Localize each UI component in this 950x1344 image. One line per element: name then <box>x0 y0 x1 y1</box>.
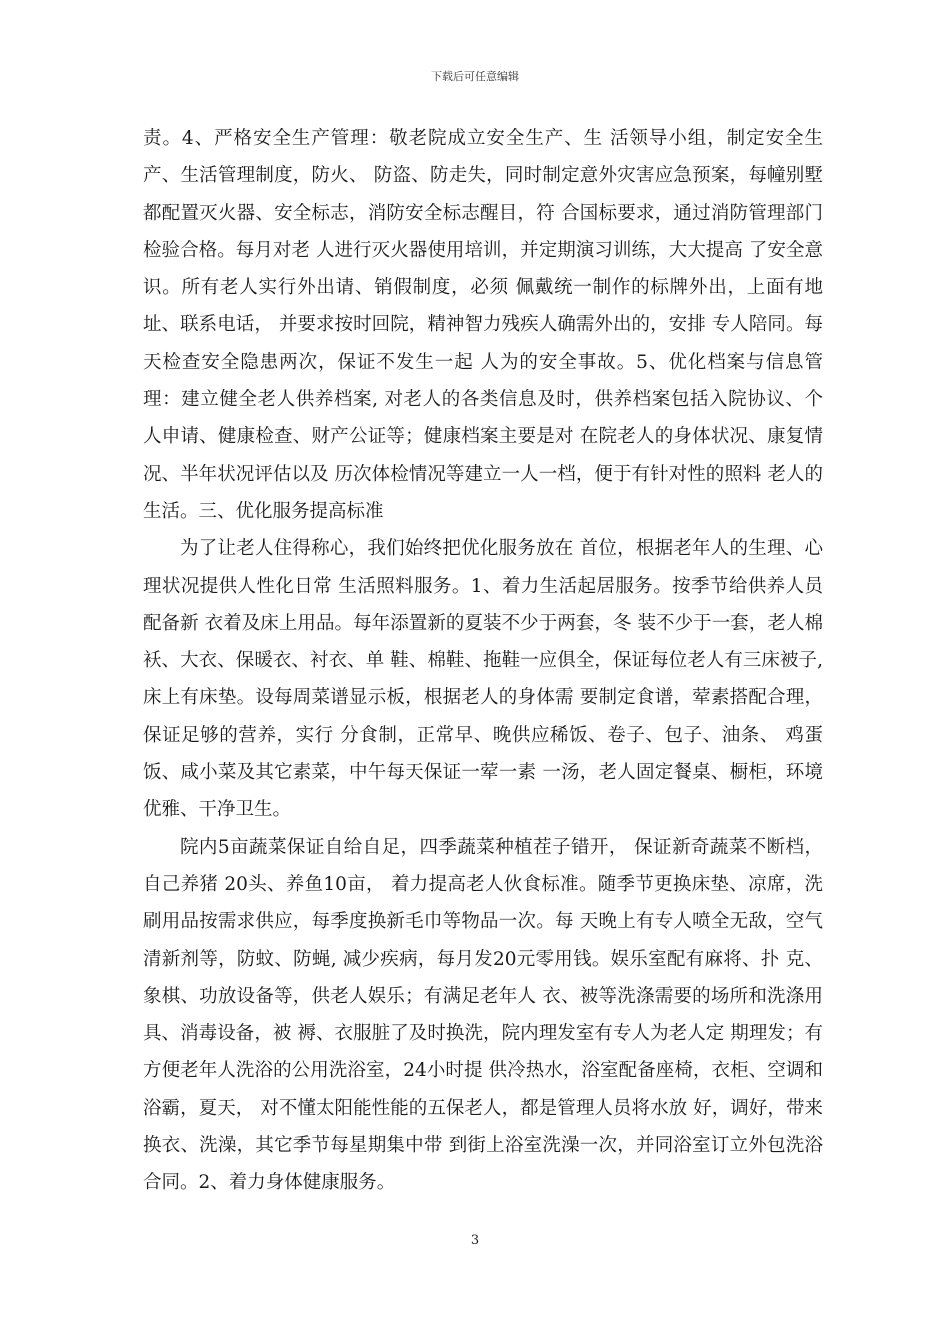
paragraph-safety-and-records: 责。4、严格安全生产管理：敬老院成立安全生产、生 活领导小组，制定安全生产、生活管理制度，防火、 防盗、防走失，同时制定意外灾害应急预案，每幢别墅都配置灭火器、安全标志，消防安全标志醒目，符 合国标要求，通过消防管理部门检验合格。每月对老 人进行灭火器使用培训，并定期演习训练，大大提高 了安全意识。所有老人实行外出请、销假制度，必须 佩戴统一制作的标牌外出，上面有地址、联系电话， 并要求按时回院，精神智力残疾人确需外出的，安排 专人陪同。每天检查安全隐患两次，保证不发生一起 人为的安全事故。5、优化档案与信息管理：建立健全老人供养档案, 对老人的各类信息及时，供养档案包括入院协议、个 人申请、健康检查、财产公证等；健康档案主要是对 在院老人的身体状况、康复情况、半年状况评估以及 历次体检情况等建立一人一档，便于有针对性的照料 老人的生活。三、优化服务提高标准 <box>143 128 823 522</box>
page-header: 下载后可任意编辑 <box>431 70 519 83</box>
page-number: 3 <box>470 1233 480 1248</box>
document-body <box>143 120 823 1202</box>
paragraph-vegetables-and-hygiene: 院内5亩蔬菜保证自给自足，四季蔬菜种植茬子错开， 保证新奇蔬菜不断档，自己养猪 20头、养鱼10亩， 着力提高老人伙食标准。随季节更换床垫、凉席，洗 刷用品按需求供应，每季度换新毛巾等物品一次。每 天晚上有专人喷全无敌，空气清新剂等，防蚊、防蝇, 减少疾病，每月发20元零用钱。娱乐室配有麻将、扑 克、象棋、功放设备等，供老人娱乐；有满足老年人 衣、被等洗涤需要的场所和洗涤用具、消毒设备，被 褥、衣服脏了及时换洗，院内理发室有专人为老人定 期理发；有方便老年人洗浴的公用洗浴室，24小时提 供冷热水，浴室配备座椅，衣柜、空调和浴霸，夏天， 对不懂太阳能性能的五保老人，都是管理人员将水放 好，调好，带来换衣、洗澡，其它季节每星期集中带 到街上浴室洗澡一次，并同浴室订立外包洗浴合同。2、着力身体健康服务。 <box>143 836 823 1194</box>
paragraph-daily-life-service: 为了让老人住得称心，我们始终把优化服务放在 首位，根据老年人的生理、心理状况提供人性化日常 生活照料服务。1、着力生活起居服务。按季节给供养人员配备新 衣着及床上用品。每年添置新的夏装不少于两套，冬 装不少于一套，老人棉袄、大衣、保暖衣、衬衣、单 鞋、棉鞋、拖鞋一应俱全，保证每位老人有三床被子, 床上有床垫。设每周菜谱显示板，根据老人的身体需 要制定食谱，荤素搭配合理，保证足够的营养，实行 分食制，正常早、晚供应稀饭、卷子、包子、油条、 鸡蛋饭、咸小菜及其它素菜，中午每天保证一荤一素 一汤，老人固定餐桌、橱柜，环境优雅、干净卫生。 <box>143 538 823 821</box>
